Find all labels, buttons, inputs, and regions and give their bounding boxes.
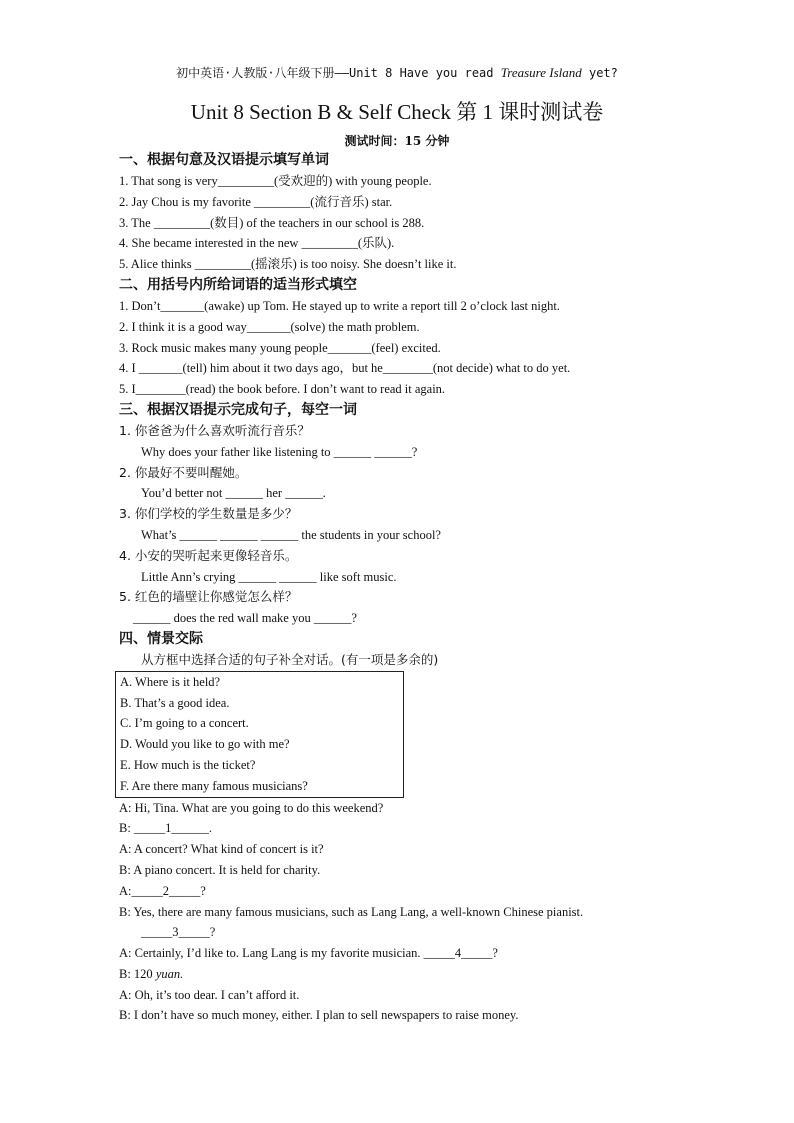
dialogue-line: A: Hi, Tina. What are you going to do this weekend?: [119, 800, 384, 815]
option-item: B. That’s a good idea.: [120, 695, 230, 710]
header-prefix: 初中英语·人教版·八年级下册——Unit 8 Have you read: [176, 66, 501, 80]
dialogue-line: B: Yes, there are many famous musicians, such as Lang Lang, a well-known Chinese pianist.: [119, 904, 584, 919]
dialogue-price: B: 120: [119, 966, 156, 981]
options-box: [115, 671, 404, 798]
worksheet-body: [119, 150, 679, 1026]
dialogue-line: B: I don’t have so much money, either. I plan to sell newspapers to raise money.: [119, 1008, 519, 1023]
option-item: A. Where is it held?: [120, 674, 221, 689]
s1-item: 5. Alice thinks _________(摇滚乐) is too noisy. She doesn’t like it.: [119, 257, 457, 272]
section-3-heading: 三、根据汉语提示完成句子，每空一词: [119, 401, 357, 418]
s2-item: 3. Rock music makes many young people_______(feel) excited.: [119, 340, 441, 355]
option-item: E. How much is the ticket?: [120, 757, 256, 772]
s4-instruction: 从方框中选择合适的句子补全对话。(有一项是多余的): [141, 651, 439, 667]
dialogue-line: [119, 964, 679, 985]
header-book-title: Treasure Island: [500, 65, 582, 80]
dialogue-line: A: A concert? What kind of concert is it?: [119, 842, 324, 857]
page-title: Unit 8 Section B & Self Check 第 1 课时测试卷: [190, 100, 604, 124]
dialogue-line: A:_____2_____?: [119, 883, 206, 898]
dialogue-line: A: Oh, it’s too dear. I can’t afford it.: [119, 987, 300, 1002]
s3-english-sentence: Why does your father like listening to ______ ______?: [141, 444, 418, 459]
s1-item: 2. Jay Chou is my favorite _________(流行音乐) star.: [119, 194, 393, 209]
price-unit: yuan.: [155, 966, 184, 981]
s2-item: 2. I think it is a good way_______(solve) the math problem.: [119, 319, 420, 334]
section-1-heading: 一、根据句意及汉语提示填写单词: [119, 152, 329, 168]
s3-chinese-prompt: 1. 你爸爸为什么喜欢听流行音乐？: [119, 422, 310, 438]
option-item: D. Would you like to go with me?: [120, 737, 290, 752]
s3-chinese-prompt: 4. 小安的哭听起来更像轻音乐。: [119, 547, 298, 563]
s1-item: 4. She became interested in the new _________(乐队).: [119, 236, 395, 251]
s3-english-sentence: What’s ______ ______ ______ the students in your school?: [141, 527, 441, 542]
dialogue-line: _____3_____?: [141, 925, 216, 940]
s3-english-sentence: You’d better not ______ her ______.: [141, 486, 326, 501]
page-header: [0, 64, 794, 81]
s1-item: 3. The _________(数目) of the teachers in our school is 288.: [119, 215, 425, 230]
s2-item: 5. I________(read) the book before. I don’t want to read it again.: [119, 382, 446, 397]
header-suffix: yet?: [581, 66, 618, 80]
s3-chinese-prompt: 3. 你们学校的学生数量是多少？: [119, 506, 298, 522]
s1-item: 1. That song is very_________(受欢迎的) with young people.: [119, 174, 432, 188]
section-4-heading: 四、情景交际: [119, 630, 203, 647]
s2-item: 1. Don’t_______(awake) up Tom. He stayed up to write a report till 2 o’clock last night.: [119, 298, 560, 313]
option-item: C. I’m going to a concert.: [120, 716, 249, 731]
s3-chinese-prompt: 5. 红色的墙壁让你感觉怎么样？: [119, 589, 298, 605]
test-time: 测试时间：15 分钟: [344, 134, 450, 148]
s3-chinese-prompt: 2. 你最好不要叫醒她。: [119, 464, 248, 480]
dialogue-line: A: Certainly, I’d like to. Lang Lang is my favorite musician. _____4_____?: [119, 946, 498, 961]
s3-english-sentence: ______ does the red wall make you ______?: [133, 611, 357, 626]
section-2-heading: 二、用括号内所给词语的适当形式填空: [119, 276, 357, 293]
dialogue-line: B: _____1______.: [119, 821, 213, 836]
s2-item: 4. I _______(tell) him about it two days ago，but he________(not decide) what to do yet.: [119, 361, 571, 376]
dialogue-line: B: A piano concert. It is held for charity.: [119, 862, 321, 877]
option-item: F. Are there many famous musicians?: [120, 778, 308, 793]
s3-english-sentence: Little Ann’s crying ______ ______ like soft music.: [141, 569, 397, 584]
